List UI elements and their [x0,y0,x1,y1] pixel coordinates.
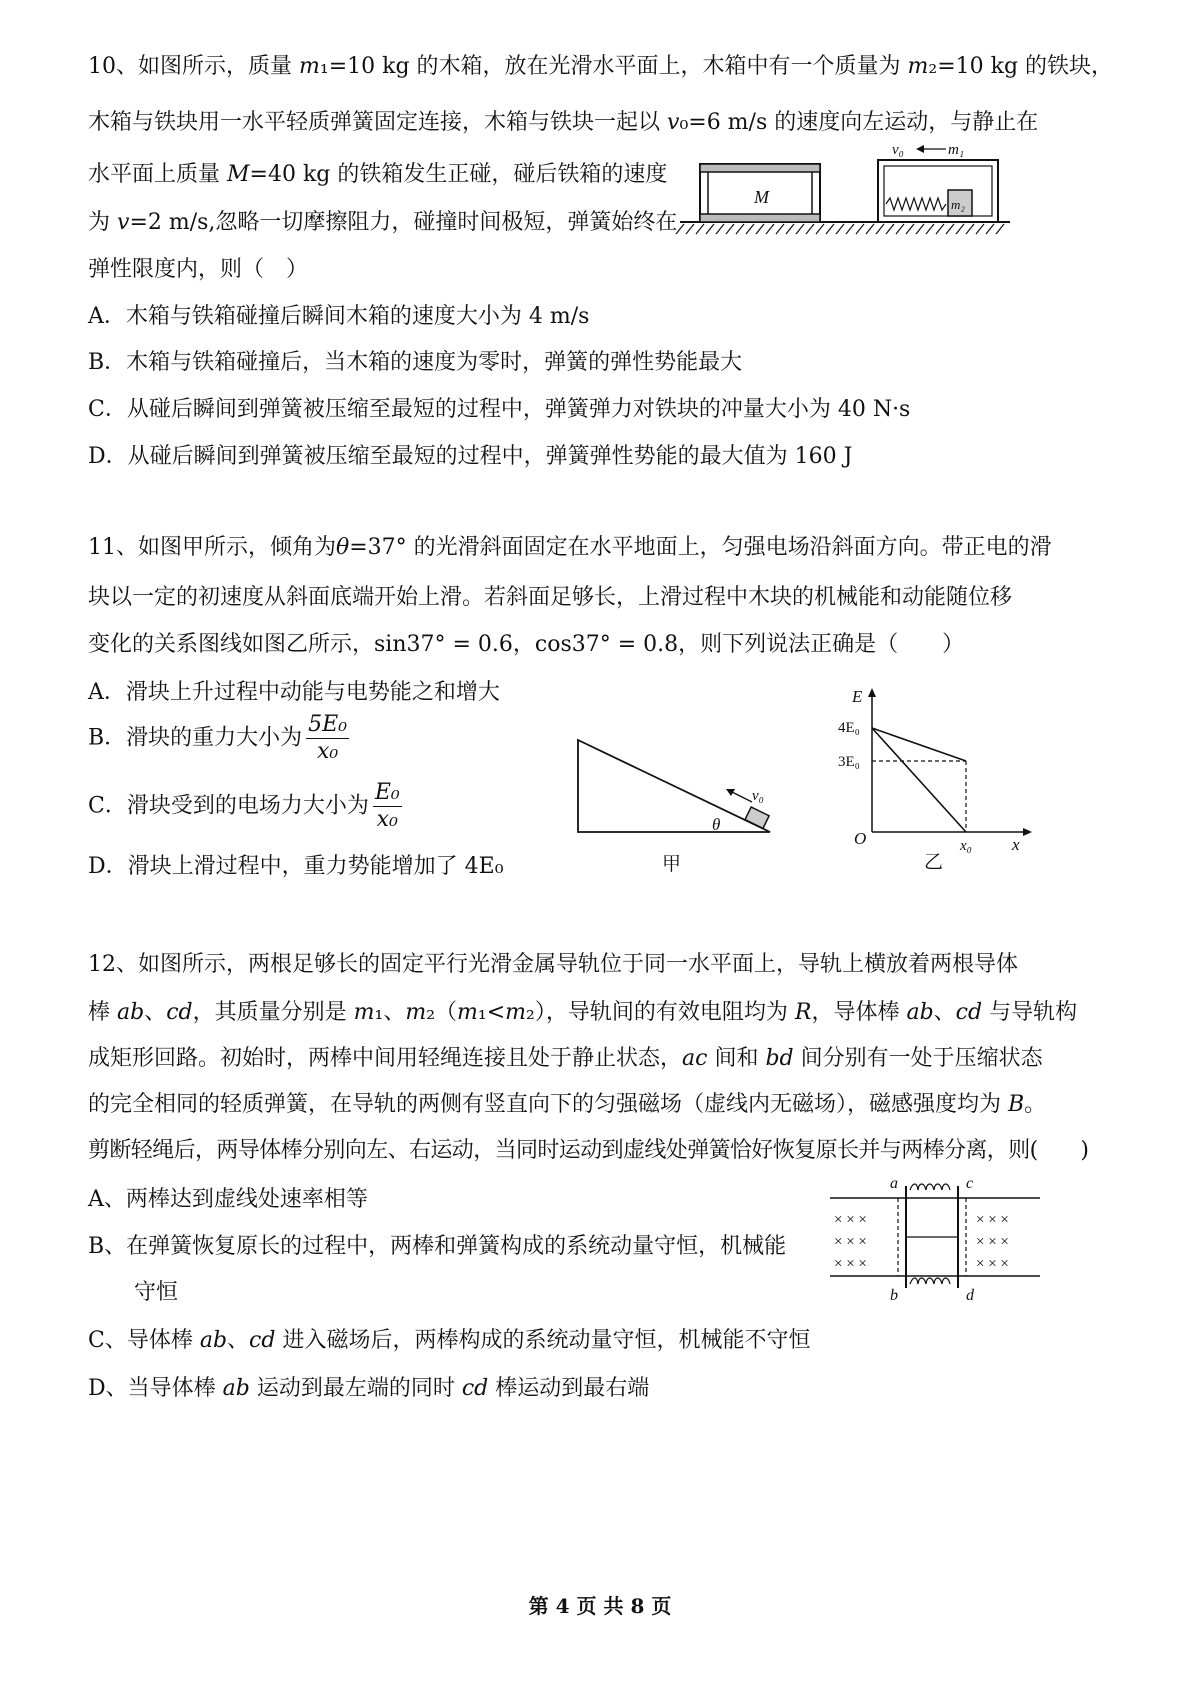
q10-option-a: A．木箱与铁箱碰撞后瞬间木箱的速度大小为 4 m/s [88,304,590,329]
q11-origin: O [854,829,867,848]
q11-option-a: A．滑块上升过程中动能与电势能之和增大 [88,680,500,705]
q10-label-M: M [754,187,769,207]
q11-label-v0: v₀ [752,788,764,804]
q12-field-right-row-3: × × × [976,1256,1009,1272]
q11-c-fraction: $\frac{\text{E₀}}{\text{x₀}}$ [374,780,400,832]
q12-option-c: C、导体棒 ab、cd 进入磁场后，两棒构成的系统动量守恒，机械能不守恒 [88,1328,811,1353]
q11-caption-yi: 乙 [924,852,944,873]
q11-label-theta: θ [712,815,721,834]
q12-option-b-line-1: B、在弹簧恢复原长的过程中，两棒和弹簧构成的系统动量守恒，机械能 [88,1234,787,1259]
q10-line-1: 10、如图所示，质量 m₁=10 kg 的木箱，放在光滑水平面上，木箱中有一个质量为 m₂=10 kg 的铁块， [88,54,1114,79]
q12-line-2: 棒 ab、cd，其质量分别是 m₁、m₂（m₁<m₂），导轨间的有效电阻均为 R，导体棒 ab、cd 与导轨构 [88,1000,1078,1025]
q11-line-2: 块以一定的初速度从斜面底端开始上滑。若斜面足够长，上滑过程中木块的机械能和动能随位移 [88,585,1013,610]
q11-tick-x0: x₀ [960,838,972,854]
q11-figure-energy-graph [838,684,1038,874]
q10-line-5: 弹性限度内，则（ ） [88,257,309,282]
q11-b-fraction: $\frac{\text{5E₀}}{\text{x₀}}$ [308,712,348,764]
q10-line-2: 木箱与铁块用一水平轻质弹簧固定连接，木箱与铁块一起以 v₀=6 m/s 的速度向左运动，与静止在 [88,110,1039,135]
q10-label-m2: m₂ [951,197,965,212]
q12-option-d: D、当导体棒 ab 运动到最左端的同时 cd 棒运动到最右端 [88,1376,650,1401]
q12-option-b-line-2: 守恒 [134,1280,179,1305]
q12-field-left-row-3: × × × [834,1256,867,1272]
q11-line-1: 11、如图甲所示，倾角为θ=37° 的光滑斜面固定在水平地面上，匀强电场沿斜面方向。带正电的滑 [88,535,1052,560]
q10-label-m1: m₁ [948,142,965,158]
q12-field-left-row-1: × × × [834,1212,867,1228]
q11-axis-E: E [852,687,863,706]
q11-option-b: B．滑块的重力大小为 $\frac{\text{5E₀}}{\text{x₀}}$ [88,712,348,764]
q11-option-c: C．滑块受到的电场力大小为 $\frac{\text{E₀}}{\text{x₀}}$ [88,780,400,832]
q11-kinetic-energy-line [872,728,966,832]
q12-label-d: d [966,1287,974,1304]
q12-field-right-row-1: × × × [976,1212,1009,1228]
q10-option-c: C．从碰后瞬间到弹簧被压缩至最短的过程中，弹簧弹力对铁块的冲量大小为 40 N·s [88,397,911,422]
q10-option-b: B．木箱与铁箱碰撞后，当木箱的速度为零时，弹簧的弹性势能最大 [88,350,743,375]
q10-figure-boxes [680,140,1020,240]
q12-field-left-row-2: × × × [834,1234,867,1250]
q12-line-1: 12、如图所示，两根足够长的固定平行光滑金属导轨位于同一水平面上，导轨上横放着两根导体 [88,952,1018,977]
q11-option-d: D．滑块上滑过程中，重力势能增加了 4E₀ [88,854,504,879]
q10-option-d: D．从碰后瞬间到弹簧被压缩至最短的过程中，弹簧弹性势能的最大值为 160 J [88,444,853,469]
q10-line-3: 水平面上质量 M=40 kg 的铁箱发生正碰，碰后铁箱的速度 [88,162,668,187]
q12-line-4: 的完全相同的轻质弹簧，在导轨的两侧有竖直向下的匀强磁场（虚线内无磁场），磁感强度均为 B。 [88,1092,1047,1117]
q12-line-3: 成矩形回路。初始时，两棒中间用轻绳连接且处于静止状态，ac 间和 bd 间分别有一处于压缩状态 [88,1046,1043,1071]
q11-axis-x: x [1012,835,1020,854]
q12-field-right-row-2: × × × [976,1234,1009,1250]
q11-tick-4E0: 4E₀ [838,720,860,736]
q12-label-a: a [890,1175,898,1192]
q11-figure-incline [570,730,790,880]
q10-line-4: 为 v=2 m/s,忽略一切摩擦阻力，碰撞时间极短，弹簧始终在 [88,210,678,235]
q12-option-a: A、两棒达到虚线处速率相等 [88,1187,368,1212]
q12-line-5: 剪断轻绳后，两导体棒分别向左、右运动，当同时运动到虚线处弹簧恰好恢复原长并与两棒分离，则( ) [88,1138,1089,1163]
q12-label-c: c [966,1175,974,1192]
q12-label-b: b [890,1287,898,1304]
q11-line-3: 变化的关系图线如图乙所示，sin37° = 0.6，cos37° = 0.8，则下列说法正确是（ ） [88,632,965,657]
page-footer: 第 4 页 共 8 页 [528,1594,672,1618]
q10-label-v0: v₀ [892,142,904,158]
q12-figure-rails [830,1176,1050,1306]
q11-tick-3E0: 3E₀ [838,754,860,770]
q11-caption-jia: 甲 [662,854,682,875]
